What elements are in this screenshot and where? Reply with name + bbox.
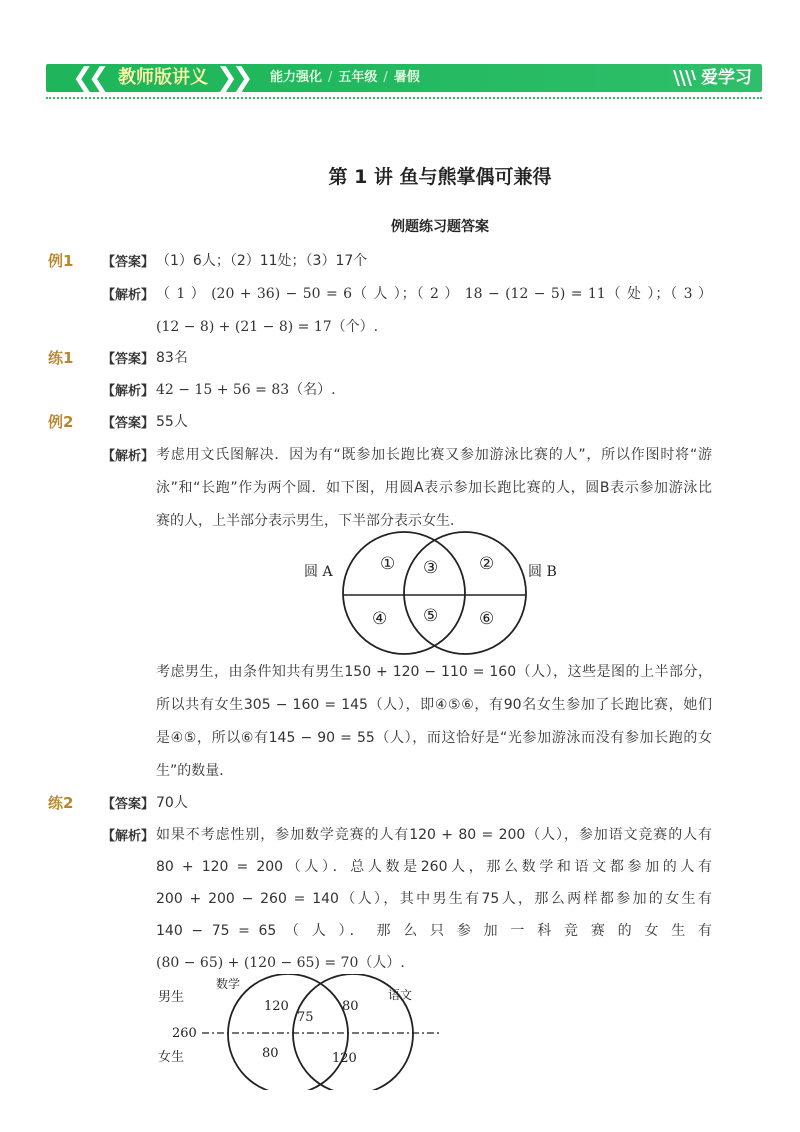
example-2-answer: 55人 [156, 414, 188, 430]
example-1-analysis-line: （ 1 ） (20 + 36) − 50 = 6（ 人 ）；（ 2 ） 18 − (12 − 5) = 11（ 处 ）；（ 3 ） [156, 286, 712, 302]
breadcrumb-separator: / [328, 70, 333, 85]
total-label: 260 [172, 1026, 197, 1041]
math-boys-value: 120 [264, 999, 289, 1014]
venn-diagram-2 [150, 974, 450, 1090]
double-chevron-right-icon: ❯❯ [216, 63, 248, 93]
practice-2-label: 练2 [48, 794, 74, 812]
math-girls-value: 80 [262, 1046, 279, 1061]
region-5: ⑤ [423, 606, 439, 626]
analysis-tag: 【解析】 [102, 829, 155, 844]
region-6: ⑥ [479, 609, 495, 629]
practice-2-answer: 70人 [156, 795, 188, 811]
practice-1-label: 练1 [48, 349, 74, 367]
example-2-analysis-line: 泳”和“长跑”作为两个圆．如下图，用圆A表示参加长跑比赛的人，圆B表示参加游泳比 [156, 480, 712, 496]
teacher-edition-label: 教师版讲义 [118, 67, 208, 88]
example-2-analysis-line: 考虑用文氏图解决．因为有“既参加长跑比赛又参加游泳比赛的人”，所以作图时将“游 [156, 447, 712, 463]
breadcrumb-separator: / [383, 70, 388, 85]
header-dotted-divider [46, 97, 762, 99]
region-2: ② [479, 554, 495, 574]
brand-logo [671, 64, 752, 92]
practice-2-analysis-line: 140 − 75 = 65 （ 人 ）． 那 么 只 参 加 一 科 竞 赛 的 女 生 有 [156, 923, 712, 939]
breadcrumb-item: 暑假 [393, 70, 420, 85]
breadcrumb [270, 64, 420, 92]
analysis-tag: 【解析】 [102, 288, 155, 303]
page-title: 第 1 讲 鱼与熊掌偶可兼得 [328, 166, 552, 188]
chinese-boys-value: 80 [342, 999, 359, 1014]
overlap-boys-value: 75 [297, 1010, 314, 1025]
circle-b-label: 圆 B [528, 564, 557, 580]
region-3: ③ [423, 558, 439, 578]
double-chevron-left-icon: ❮❮ [72, 63, 104, 93]
practice-2-analysis-line: 200 + 200 − 260 = 140（人），其中男生有75人，那么两样都参加的女生有 [156, 891, 712, 907]
example-2-body-line: 考虑男生，由条件知共有男生150 + 120 − 110 = 160（人），这些是图的上半部分， [156, 664, 712, 680]
practice-2-analysis-line: (80 − 65) + (120 − 65) = 70（人）. [156, 955, 405, 971]
chinese-label: 语文 [388, 988, 413, 1002]
answer-tag: 【答案】 [102, 352, 155, 367]
practice-1-analysis-line: 42 − 15 + 56 = 83（名）. [156, 382, 336, 398]
practice-1-answer: 83名 [156, 350, 188, 366]
example-1-label: 例1 [48, 252, 74, 270]
page-subtitle: 例题练习题答案 [391, 219, 489, 235]
answer-tag: 【答案】 [102, 255, 155, 270]
brand-name: 爱学习 [701, 68, 752, 88]
example-2-body-line: 生”的数量． [156, 763, 234, 779]
header-bar [46, 64, 762, 92]
practice-2-analysis-line: 80 + 120 = 200（人）．总人数是260人，那么数学和语文都参加的人有 [156, 859, 712, 875]
example-2-body-line: 是④⑤，所以⑥有145 − 90 = 55（人），而这恰好是“光参加游泳而没有参加长跑的女 [156, 730, 712, 746]
example-1-analysis-line: (12 − 8) + (21 − 8) = 17（个）. [156, 319, 379, 335]
girls-label: 女生 [158, 1050, 185, 1065]
example-2-body-line: 所以共有女生305 − 160 = 145（人），即④⑤⑥，有90名女生参加了长跑比赛，她们 [156, 697, 712, 713]
circle-a-label: 圆 A [304, 564, 333, 580]
boys-label: 男生 [158, 990, 185, 1005]
region-4: ④ [372, 609, 388, 629]
answer-tag: 【答案】 [102, 797, 155, 812]
chinese-girls-value: 120 [332, 1051, 357, 1066]
venn-diagram-1 [290, 527, 590, 657]
breadcrumb-item: 能力强化 [270, 70, 323, 85]
answer-tag: 【答案】 [102, 416, 155, 431]
example-2-label: 例2 [48, 413, 74, 431]
analysis-tag: 【解析】 [102, 384, 155, 399]
practice-2-analysis-line: 如果不考虑性别，参加数学竞赛的人有120 + 80 = 200（人），参加语文竞赛的人有 [156, 827, 712, 843]
brand-mark-icon [671, 68, 697, 88]
example-2-analysis-line: 赛的人，上半部分表示男生，下半部分表示女生． [156, 513, 464, 529]
region-1: ① [380, 554, 396, 574]
math-circle [228, 974, 348, 1090]
analysis-tag: 【解析】 [102, 449, 155, 464]
example-1-answer: （1）6人；（2）11处；（3）17个 [156, 253, 368, 269]
math-label: 数学 [216, 977, 241, 991]
breadcrumb-item: 五年级 [338, 70, 378, 85]
